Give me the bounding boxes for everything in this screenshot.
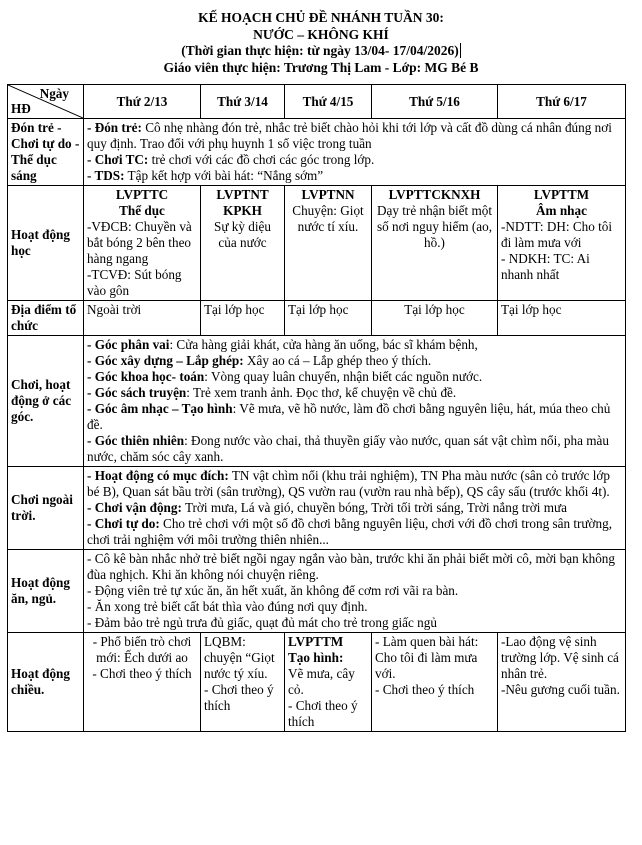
- day-header: Thứ 4/15: [285, 85, 372, 119]
- row-label: Chơi ngoài trời.: [8, 467, 84, 550]
- plan-period-text: (Thời gian thực hiện: từ ngày 13/04- 17/04/2026): [181, 43, 459, 58]
- row-label: Hoạt động ăn, ngủ.: [8, 550, 84, 633]
- corner-activity-label: HĐ: [11, 101, 31, 116]
- row-label: Địa điểm tổ chức: [8, 301, 84, 336]
- location-cell: Tại lớp học: [285, 301, 372, 336]
- row-learning: [8, 186, 626, 301]
- row-label: Chơi, hoạt động ở các góc.: [8, 336, 84, 467]
- list-item: - Ăn xong trẻ biết cất bát thìa vào đúng nơi quy định.: [87, 599, 368, 614]
- table-header-row: [8, 85, 626, 119]
- plan-title: KẾ HOẠCH CHỦ ĐỀ NHÁNH TUẦN 30:: [198, 10, 444, 25]
- plan-teacher: Giáo viên thực hiện: Trương Thị Lam - Lớp: MG Bé B: [163, 59, 479, 75]
- list-item: - Góc thiên nhiên: Đong nước vào chai, thả thuyền giấy vào nước, quan sát vật chìm nổi, pha màu nước, chăm sóc cây xanh.: [87, 433, 609, 464]
- day-header: Thứ 5/16: [372, 85, 498, 119]
- row-label: Đón trẻ - Chơi tự do - Thể dục sáng: [8, 119, 84, 186]
- location-cell: Tại lớp học: [201, 301, 285, 336]
- location-cell: Tại lớp học: [372, 301, 498, 336]
- corners-content: [84, 336, 626, 467]
- list-item: - Góc xây dựng – Lắp ghép: Xây ao cá – Lắp ghép theo ý thích.: [87, 353, 432, 368]
- afternoon-cell: -Lao động vệ sinh trường lớp. Vệ sinh cá nhân trẻ. -Nêu gương cuối tuần.: [498, 633, 626, 732]
- day-header: Thứ 2/13: [84, 85, 201, 119]
- row-afternoon: [8, 633, 626, 732]
- list-item: - Chơi TC: trẻ chơi với các đồ chơi các góc trong lớp.: [87, 152, 375, 167]
- row-meal: [8, 550, 626, 633]
- welcome-content: [84, 119, 626, 186]
- list-item: - Chơi tự do: Cho trẻ chơi với một số đồ chơi bằng nguyên liệu, chơi với đồ chơi trong sân trường, chơi trải nghiệm với môi trường thiên nhiên...: [87, 516, 612, 547]
- day-header: Thứ 6/17: [498, 85, 626, 119]
- afternoon-cell: - Phổ biến trò chơi mới: Ếch dưới ao - Chơi theo ý thích: [84, 633, 201, 732]
- list-item: - Góc phân vai: Cửa hàng giải khát, cửa hàng ăn uống, bác sĩ khám bệnh,: [87, 337, 478, 352]
- list-item: - TDS: Tập kết hợp với bài hát: “Nắng sớm”: [87, 168, 324, 183]
- plan-period: [0, 43, 642, 60]
- list-item: - Đón trẻ: Cô nhẹ nhàng đón trẻ, nhắc trẻ biết chào hỏi khi tới lớp và cất đồ dùng cá nhân đúng nơi quy định. Trao đổi với phụ huynh 1 số việc trong tuần: [87, 120, 612, 151]
- row-location: [8, 301, 626, 336]
- list-item: - Hoạt động có mục đích: TN vật chìm nổi (khu trải nghiệm), TN Pha màu nước (sân cỏ trước lớp bé B), Quan sát bầu trời (sân trường), QS vườn rau (vườn rau nhà bếp), QS cây sấu (trước khối 4t).: [87, 468, 610, 499]
- learning-cell: LVPTNN Chuyện: Giọt nước tí xíu.: [285, 186, 372, 301]
- list-item: - Góc âm nhạc – Tạo hình: Vẽ mưa, vẽ hồ nước, làm đồ chơi bằng nguyên liệu, hát, múa theo chủ đề.: [87, 401, 611, 432]
- outdoor-content: [84, 467, 626, 550]
- learning-cell: LVPTTC Thể dục -VĐCB: Chuyền và bắt bóng 2 bên theo hàng ngang -TCVĐ: Sút bóng vào gôn: [84, 186, 201, 301]
- list-item: - Góc khoa học- toán: Vòng quay luân chuyển, nhận biết các nguồn nước.: [87, 369, 483, 384]
- row-outdoor: [8, 467, 626, 550]
- list-item: - Góc sách truyện: Trẻ xem tranh ảnh. Đọc thơ, kể chuyện về chủ đề.: [87, 385, 457, 400]
- learning-cell: LVPTNT KPKH Sự kỳ diệu của nước: [201, 186, 285, 301]
- row-label: Hoạt động chiều.: [8, 633, 84, 732]
- learning-cell: LVPTTM Âm nhạc -NDTT: DH: Cho tôi đi làm mưa với - NDKH: TC: Ai nhanh nhất: [498, 186, 626, 301]
- learning-cell: LVPTTCKNXH Dạy trẻ nhận biết một số nơi nguy hiểm (ao, hồ.): [372, 186, 498, 301]
- document-header: [0, 0, 642, 76]
- list-item: - Chơi vận động: Trời mưa, Lá và gió, chuyền bóng, Trời tối trời sáng, Trời nắng trời mưa: [87, 500, 567, 515]
- location-cell: Ngoài trời: [84, 301, 201, 336]
- list-item: - Cô kê bàn nhắc nhở trẻ biết ngồi ngay ngắn vào bàn, trước khi ăn phải biết mời cô, mời bạn không đùa nghịch. Khi ăn không nói chuyện riêng.: [87, 551, 615, 582]
- weekly-plan-table: [7, 84, 626, 732]
- row-corners: [8, 336, 626, 467]
- corner-day-label: Ngày: [39, 86, 69, 101]
- corner-cell: [8, 85, 84, 119]
- day-header: Thứ 3/14: [201, 85, 285, 119]
- afternoon-cell: - Làm quen bài hát: Cho tôi đi làm mưa với. - Chơi theo ý thích: [372, 633, 498, 732]
- afternoon-cell: LQBM: chuyện “Giọt nước tý xíu. - Chơi theo ý thích: [201, 633, 285, 732]
- row-welcome: [8, 119, 626, 186]
- afternoon-cell: LVPTTM Tạo hình: Vẽ mưa, cây cỏ. - Chơi theo ý thích: [285, 633, 372, 732]
- meal-content: [84, 550, 626, 633]
- list-item: - Đảm bảo trẻ ngủ trưa đủ giấc, quạt đủ mát cho trẻ trong giấc ngủ: [87, 615, 437, 630]
- list-item: - Động viên trẻ tự xúc ăn, ăn hết xuất, ăn không để cơm rơi vãi ra bàn.: [87, 583, 459, 598]
- row-label: Hoạt động học: [8, 186, 84, 301]
- plan-subtitle: NƯỚC – KHÔNG KHÍ: [253, 26, 389, 42]
- location-cell: Tại lớp học: [498, 301, 626, 336]
